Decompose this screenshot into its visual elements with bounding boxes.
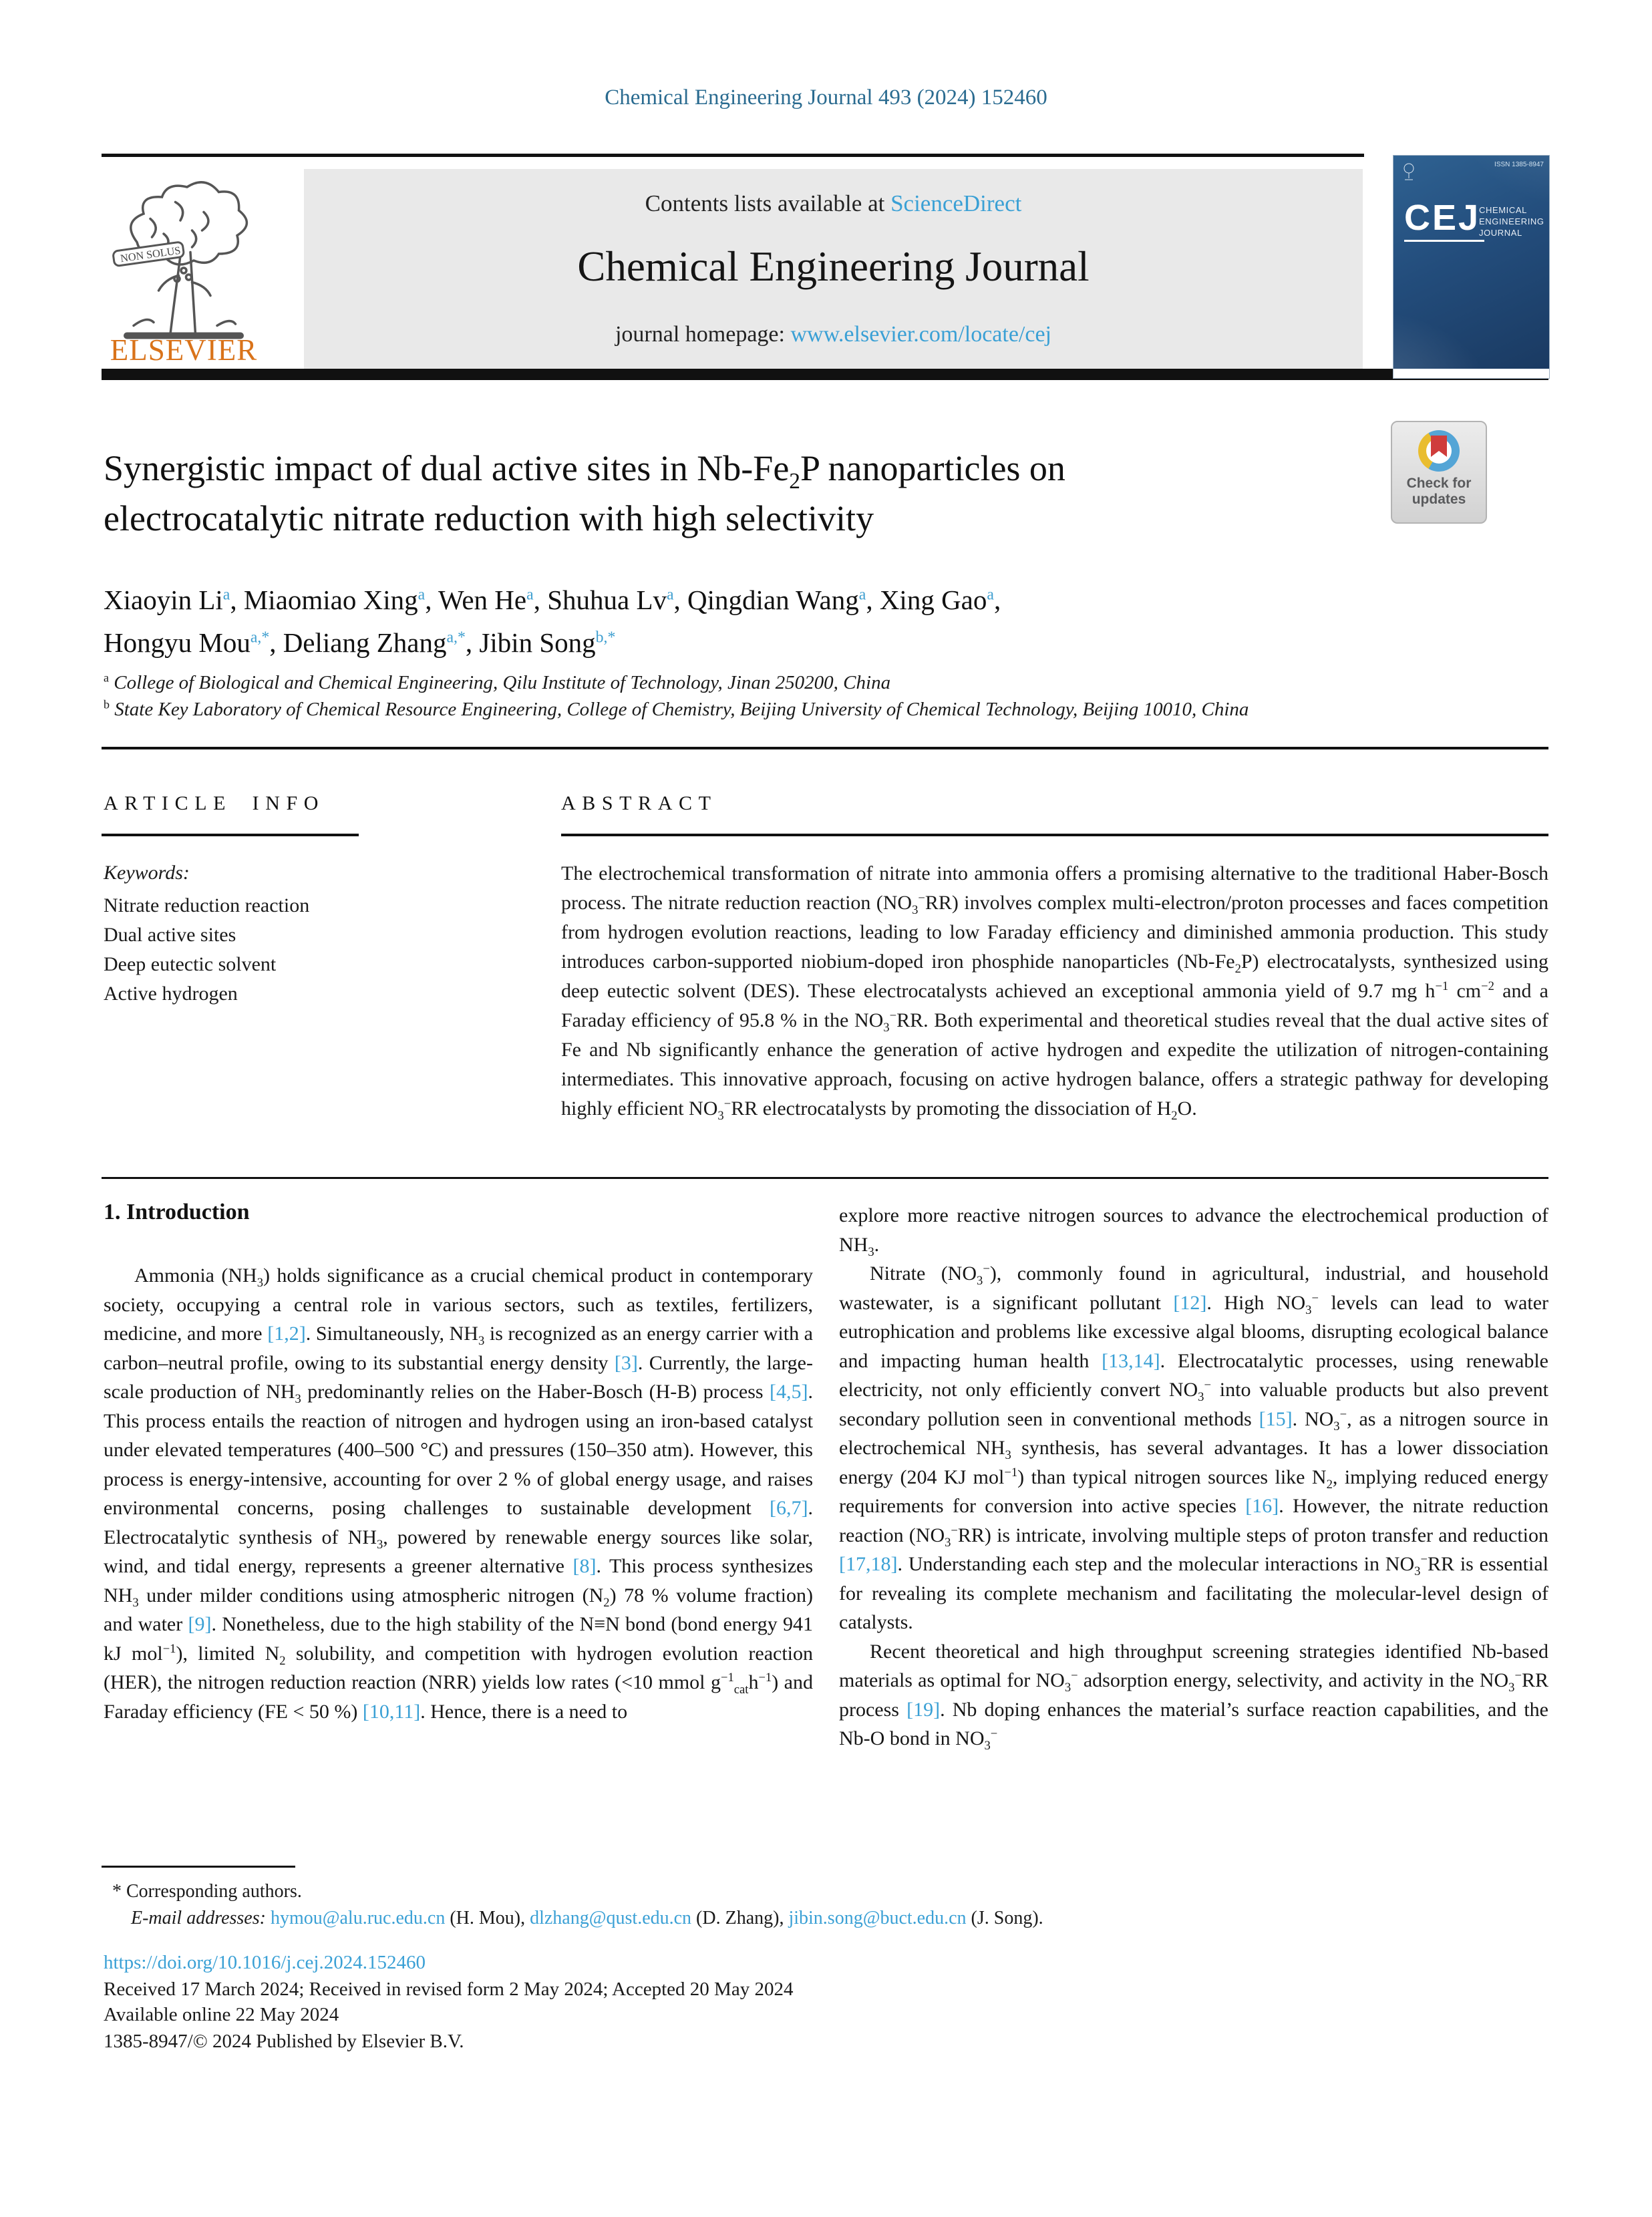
keyword-item: Active hydrogen bbox=[104, 983, 238, 1005]
journal-header-panel bbox=[304, 169, 1363, 369]
abstract-heading: ABSTRACT bbox=[561, 792, 717, 814]
available-online-line: Available online 22 May 2024 bbox=[104, 2004, 339, 2025]
inline-link[interactable]: [17,18] bbox=[839, 1553, 898, 1575]
keyword-item: Deep eutectic solvent bbox=[104, 953, 277, 975]
email-addresses-line: E-mail addresses: hymou@alu.ruc.edu.cn (H. Mou), dlzhang@qust.edu.cn (D. Zhang), jibin.song@buct.edu.cn (J. Song). bbox=[131, 1908, 1043, 1928]
cover-elsevier-mark-icon bbox=[1401, 162, 1416, 181]
badge-line1: Check for bbox=[1406, 476, 1472, 491]
received-dates-line: Received 17 March 2024; Received in revised form 2 May 2024; Accepted 20 May 2024 bbox=[104, 1979, 794, 2000]
abstract-text: The electrochemical transformation of nitrate into ammonia offers a promising alternative to the traditional Haber-Bosch process. The nitrate reduction reaction $(NO_3^-RR)$ involves complex multi-electron/proton processes and faces competition from hydrogen evolution reactions, leading to low Faraday efficiency and diminished ammonia production. This study introduces carbon-supported niobium-doped iron phosphide nanoparticles $(Nb-Fe_2P)$ electrocatalysts, synthesized using deep eutectic solvent (DES). These electrocatalysts achieved an exceptional ammonia yield of 9.7 mg $h^{-1}$ $cm^{-2}$ and a Faraday efficiency of 95.8 % in the $NO_3^-RR$. Both experimental and theoretical studies reveal that the dual active sites of Fe and Nb significantly enhance the generation of active hydrogen and expedite the utilization of nitrogen-containing intermediates. This innovative approach, focusing on active hydrogen balance, offers a strategic pathway for developing highly efficient $NO_3^-RR$ electrocatalysts by promoting the dissociation of $H_2O$. bbox=[561, 862, 1549, 1123]
journal-title: Chemical Engineering Journal bbox=[577, 243, 1090, 290]
cover-name-line2: ENGINEERING bbox=[1479, 216, 1544, 226]
intro-paragraph: Nitrate $(NO_3^-)$, commonly found in agricultural, industrial, and household wastewater, is a significant pollutant [12]. High $NO_3^-$ levels can lead to water eutrophication and problems like excessive algal blooms, disrupting ecological balance and impacting human health [13,14]. Electrocatalytic processes, using renewable electricity, not only efficiently convert $NO_3^-$ into valuable products but also prevent secondary pollution seen in conventional methods [15]. $NO_3^-$, as a nitrogen source in electrochemical $NH_3$ synthesis, has several advantages. It has a lower dissociation energy (204 KJ mol$^{-1}$) than typical nitrogen sources like $N_2$, implying reduced energy requirements for conversion into active species [16]. However, the nitrate reduction reaction $(NO_3^-RR)$ is intricate, involving multiple steps of proton transfer and reduction [17,18]. Understanding each step and the molecular interactions in $NO_3^-RR$ is essential for revealing its complete mechanism and facilitating the molecular-level design of catalysts. bbox=[839, 1262, 1549, 1633]
inline-link[interactable]: [19] bbox=[906, 1698, 941, 1721]
check-for-updates-label bbox=[1392, 476, 1486, 508]
journal-cover bbox=[1393, 155, 1550, 379]
cover-journal-name bbox=[1479, 205, 1544, 239]
article-info-rule bbox=[102, 834, 359, 836]
keyword-item: Nitrate reduction reaction bbox=[104, 894, 310, 916]
check-for-updates-badge[interactable] bbox=[1391, 421, 1487, 524]
article-info-heading: ARTICLE INFO bbox=[104, 792, 325, 814]
header-top-rule bbox=[102, 154, 1364, 157]
homepage-link[interactable]: www.elsevier.com/locate/cej bbox=[790, 322, 1051, 347]
homepage-label: journal homepage: bbox=[615, 322, 791, 347]
author-line-2: Hongyu Mou$^{a,*}$, Deliang Zhang$^{a,*}$, Jibin Song$^{b,*}$ bbox=[104, 627, 616, 658]
author-list bbox=[104, 578, 1339, 664]
contents-line bbox=[304, 190, 1363, 217]
inline-link[interactable]: [15] bbox=[1259, 1407, 1293, 1430]
keyword-item: Dual active sites bbox=[104, 924, 236, 946]
inline-link[interactable]: [13,14] bbox=[1102, 1349, 1160, 1372]
abstract-rule bbox=[561, 834, 1548, 836]
update-ring-icon bbox=[1418, 430, 1460, 472]
intro-paragraph: explore more reactive nitrogen sources to advance the electrochemical production of $NH_3$. bbox=[839, 1204, 1548, 1259]
footnote-divider bbox=[102, 1866, 295, 1868]
badge-line2: updates bbox=[1412, 492, 1466, 508]
contents-line-text: Contents lists available at bbox=[645, 190, 891, 216]
doi-link[interactable]: https://doi.org/10.1016/j.cej.2024.152460 bbox=[104, 1952, 426, 1973]
sciencedirect-link[interactable]: ScienceDirect bbox=[890, 190, 1022, 216]
homepage-line bbox=[304, 322, 1363, 347]
inline-link[interactable]: [12] bbox=[1173, 1291, 1207, 1314]
inline-link[interactable]: [10,11] bbox=[362, 1700, 421, 1723]
inline-link[interactable]: hymou@alu.ruc.edu.cn bbox=[270, 1908, 446, 1928]
corresponding-authors-note: * Corresponding authors. bbox=[112, 1881, 302, 1902]
affiliations bbox=[104, 669, 1440, 723]
intro-heading: 1. Introduction bbox=[104, 1200, 250, 1224]
divider-above-article-info bbox=[102, 747, 1548, 749]
affiliation-b: $^b$ State Key Laboratory of Chemical Resource Engineering, College of Chemistry, Beijing University of Chemical Technology, Beijing 10010, China bbox=[104, 697, 1249, 720]
inline-link[interactable]: [9] bbox=[188, 1613, 212, 1635]
inline-link[interactable]: dlzhang@qust.edu.cn bbox=[530, 1908, 692, 1928]
keywords-list bbox=[104, 891, 504, 1009]
author-line-1: Xiaoyin Li$^a$, Miaomiao Xing$^a$, Wen He$^a$, Shuhua Lv$^a$, Qingdian Wang$^a$, Xing Gao$^a$, bbox=[104, 584, 1001, 615]
divider-below-abstract bbox=[102, 1177, 1548, 1179]
intro-paragraph: Recent theoretical and high throughput screening strategies identified Nb-based materials as optimal for $NO_3^-$ adsorption energy, selectivity, and activity in the $NO_3^-RR$ process [19]. Nb doping enhances the material’s surface reaction capabilities, and the Nb-O bond in $NO_3^-$ bbox=[839, 1640, 1548, 1753]
running-head: Chemical Engineering Journal 493 (2024) 152460 bbox=[605, 86, 1047, 110]
intro-column-left bbox=[104, 1261, 813, 1726]
cover-issn: ISSN 1385-8947 bbox=[1494, 161, 1544, 168]
journal-cover-art bbox=[1393, 156, 1549, 369]
intro-paragraph: Ammonia $(NH_3)$ holds significance as a crucial chemical product in contemporary society, occupying a central role in various sectors, such as textiles, fertilizers, medicine, and more [1,2]. Simultaneously, $NH_3$ is recognized as an energy carrier with a carbon–neutral profile, owing to its substantial energy density [3]. Currently, the large-scale production of $NH_3$ predominantly relies on the Haber-Bosch (H-B) process [4,5]. This process entails the reaction of nitrogen and hydrogen using an iron-based catalyst under elevated temperatures (400–500 °C) and pressures (150–350 atm). However, this process is energy-intensive, accounting for over 2 % of global energy usage, and raises environmental concerns, posing challenges to sustainable development [6,7]. Electrocatalytic synthesis of $NH_3$, powered by renewable energy sources like solar, wind, and tidal energy, represents a greener alternative [8]. This process synthesizes $NH_3$ under milder conditions using atmospheric nitrogen $(N_2)$ 78 % volume fraction) and water [9]. Nonetheless, due to the high stability of the N≡N bond (bond energy 941 kJ mol$^{-1}$), limited $N_2$ solubility, and competition with hydrogen evolution reaction (HER), the nitrogen reduction reaction (NRR) yields low rates (<10 mmol $g^{-1}_{cat}h^{-1}$) and Faraday efficiency (FE < 50 %) [10,11]. Hence, there is a need to bbox=[104, 1264, 814, 1723]
keywords-label: Keywords: bbox=[104, 862, 190, 884]
cover-cej-logo: CEJ bbox=[1404, 198, 1481, 238]
inline-link[interactable]: jibin.song@buct.edu.cn bbox=[788, 1908, 967, 1928]
non-solus-banner: NON SOLUS bbox=[120, 244, 182, 265]
header-bottom-bar bbox=[102, 369, 1548, 380]
cover-name-line1: CHEMICAL bbox=[1479, 205, 1527, 215]
inline-link[interactable]: [3] bbox=[614, 1351, 638, 1374]
inline-link[interactable]: [16] bbox=[1245, 1495, 1279, 1517]
elsevier-wordmark: ELSEVIER bbox=[110, 333, 258, 367]
intro-column-right bbox=[839, 1201, 1548, 1753]
article-title: Synergistic impact of dual active sites in $Nb-Fe_2P$ nanoparticles on electrocatalytic nitrate reduction with high selectivity bbox=[104, 448, 1065, 538]
cover-name-line3: JOURNAL bbox=[1479, 227, 1522, 238]
inline-link[interactable]: [6,7] bbox=[770, 1497, 808, 1519]
cover-underline bbox=[1404, 240, 1484, 242]
affiliation-a: $^a$ College of Biological and Chemical Engineering, Qilu Institute of Technology, Jinan 250200, China bbox=[104, 671, 891, 693]
inline-link[interactable]: [8] bbox=[572, 1555, 597, 1577]
copyright-line: 1385-8947/© 2024 Published by Elsevier B.V. bbox=[104, 2031, 464, 2052]
inline-link[interactable]: [1,2] bbox=[267, 1323, 306, 1345]
inline-link[interactable]: [4,5] bbox=[770, 1381, 808, 1403]
